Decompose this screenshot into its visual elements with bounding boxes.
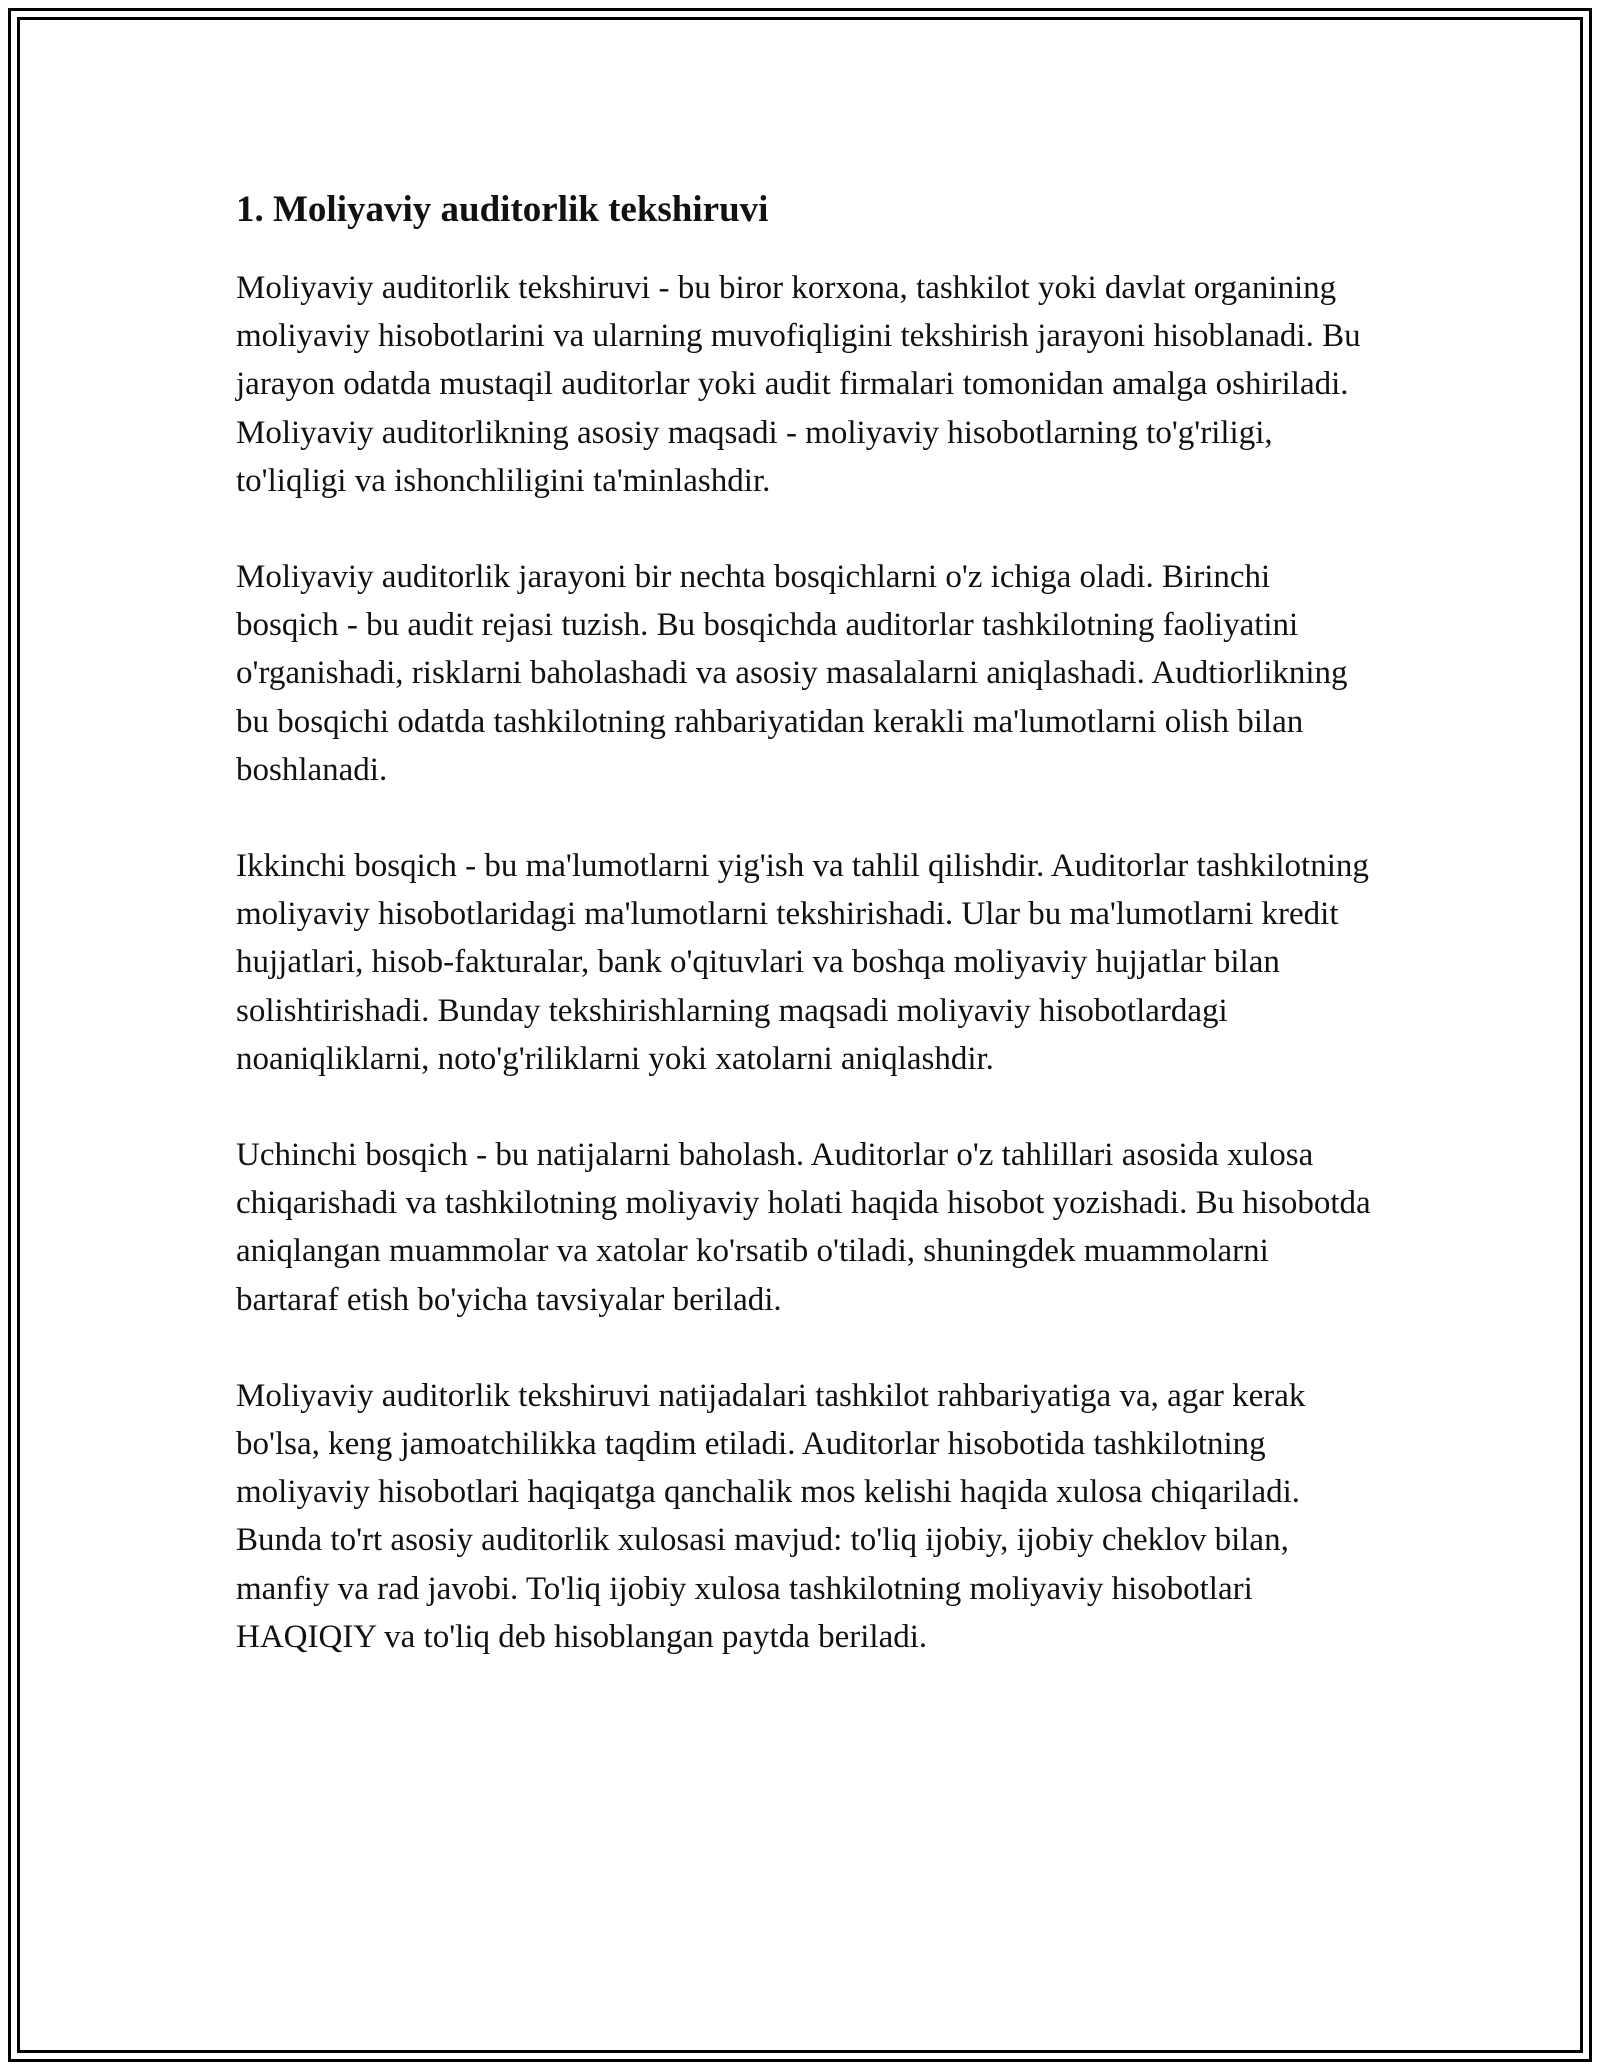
paragraph-results: Moliyaviy auditorlik tekshiruvi natijadalari tashkilot rahbariyatiga va, agar kerak bo'lsa, keng jamoatchilikka taqdim etiladi. Auditorlar hisobotida tashkilotning moliyaviy hisobotlari haqiqatga qanchalik mos kelishi haqida xulosa chiqariladi. Bunda to'rt asosiy auditorlik xulosasi mavjud: to'liq ijobiy, ijobiy cheklov bilan, manfiy va rad javobi. To'liq ijobiy xulosa tashkilotning moliyaviy hisobotlari HAQIQIY va to'liq deb hisoblangan paytda beriladi. — [236, 1377, 1306, 1655]
paragraph-third-stage: Uchinchi bosqich - bu natijalarni baholash. Auditorlar o'z tahlillari asosida xulosa chiqarishadi va tashkilotning moliyaviy holati haqida hisobot yozishadi. Bu hisobotda aniqlangan muammolar va xatolar ko'rsatib o'tiladi, shuningdek muammolarni bartaraf etish bo'yicha tavsiyalar beriladi. — [236, 1137, 1371, 1318]
paragraph-second-stage: Ikkinchi bosqich - bu ma'lumotlarni yig'ish va tahlil qilishdir. Auditorlar tashkilotning moliyaviy hisobotlaridagi ma'lumotlarni tekshirishadi. Ular bu ma'lumotlarni kredit hujjatlari, hisob-fakturalar, bank o'qituvlari va boshqa moliyaviy hujjatlar bilan solishtirishadi. Bunday tekshirishlarning maqsadi moliyaviy hisobotlardagi noaniqliklarni, noto'g'riliklarni yoki xatolarni aniqlashdir. — [236, 848, 1369, 1077]
paragraph-intro: Moliyaviy auditorlik tekshiruvi - bu biror korxona, tashkilot yoki davlat organining moliyaviy hisobotlarini va ularning muvofiqligini tekshirish jarayoni hisoblanadi. Bu jarayon odatda mustaqil auditorlar yoki audit firmalari tomonidan amalga oshiriladi. Moliyaviy auditorlikning asosiy maqsadi - moliyaviy hisobotlarning to'g'riligi, to'liqligi va ishonchliligini ta'minlashdir. — [236, 270, 1361, 499]
section-heading: 1. Moliyaviy auditorlik tekshiruvi — [236, 189, 769, 230]
paragraph-first-stage: Moliyaviy auditorlik jarayoni bir nechta bosqichlarni o'z ichiga oladi. Birinchi bosqich - bu audit rejasi tuzish. Bu bosqichda auditorlar tashkilotning faoliyatini o'rganishadi, risklarni baholashadi va asosiy masalalarni aniqlashadi. Audtiorlikning bu bosqichi odatda tashkilotning rahbariyatidan kerakli ma'lumotlarni olish bilan boshlanadi. — [236, 559, 1348, 788]
document-body — [236, 186, 1376, 1709]
